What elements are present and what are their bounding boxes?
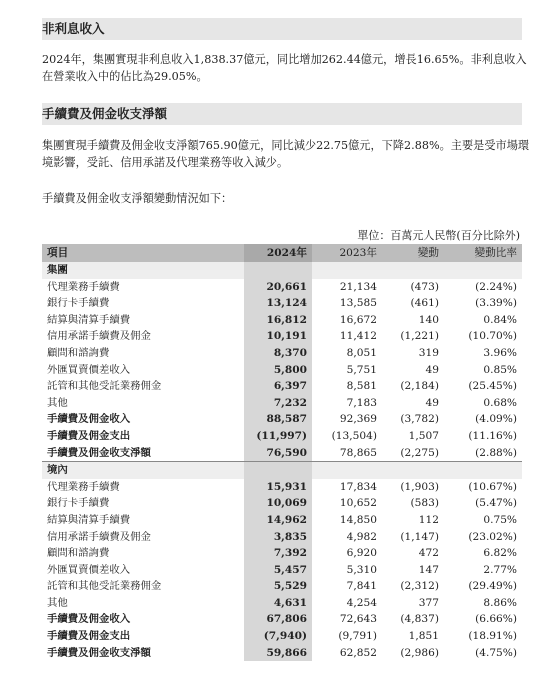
cell-label: 結算與清算手續費 [47,513,131,526]
cell-v2023: 16,672 [339,313,377,326]
cell-label: 外匯買賣價差收入 [47,363,131,376]
cell-v2023: 5,310 [346,563,377,576]
cell-change: 49 [425,396,439,409]
cell-v2023: 14,850 [339,513,377,526]
cell-label: 手續費及佣金支出 [47,429,131,442]
cell-v2024: 7,392 [244,545,312,562]
unit-note: 單位：百萬元人民幣(百分比除外) [357,229,520,242]
cell-label: 結算與清算手續費 [47,313,131,326]
cell-label: 代理業務手續費 [47,280,120,293]
cell-v2023: 8,581 [346,380,377,393]
table-row [42,529,522,546]
table-row [42,295,522,312]
cell-change: 319 [418,346,439,359]
cell-ratio: (11.16%) [468,429,517,442]
cell-label: 手續費及佣金收支淨額 [47,446,151,459]
cell-label: 顧問和諮詢費 [47,547,110,560]
fee-paragraph: 集團實現手續費及佣金收支淨額765.90億元，同比減少22.75億元，下降2.88%。主要是受市場環境影響，受託、信用承諾及代理業務等收入減少。 [42,139,530,169]
cell-v2023: 78,865 [339,446,377,459]
cell-v2024: 5,800 [244,362,312,379]
cell-v2024: (11,997) [244,428,312,445]
group-empty-cell [444,262,522,279]
group-empty-cell [382,262,444,279]
cell-v2024: 3,835 [244,529,312,546]
cell-ratio: 8.86% [483,596,517,609]
table-row [42,645,522,662]
cell-ratio: (29.49%) [468,580,517,593]
cell-label: 手續費及佣金支出 [47,630,131,643]
group-label: 境內 [42,462,244,479]
cell-ratio: (4.75%) [475,646,517,659]
cell-v2024: 88,587 [244,411,312,428]
header-2023: 2023年 [312,244,382,262]
cell-v2023: 17,834 [339,480,377,493]
cell-v2023: 7,183 [346,396,377,409]
cell-change: (1,147) [400,530,439,543]
cell-change: 49 [425,363,439,376]
cell-v2024: 59,866 [244,645,312,662]
cell-v2023: 5,751 [346,363,377,376]
cell-label: 手續費及佣金收支淨額 [47,646,151,659]
cell-v2024: 67,806 [244,611,312,628]
cell-change: (2,986) [400,646,439,659]
cell-label: 銀行卡手續費 [47,497,110,510]
fee-intro: 手續費及佣金收支淨額變動情況如下： [42,192,233,205]
cell-label: 顧問和諮詢費 [47,346,110,359]
cell-ratio: (10.67%) [468,480,517,493]
noninterest-paragraph: 2024年，集團實現非利息收入1,838.37億元，同比增加262.44億元，增長16.65%。非利息收入在營業收入中的佔比為29.05%。 [42,53,527,83]
cell-change: 112 [418,513,439,526]
fee-commission-table [42,244,522,661]
cell-v2024: 5,457 [244,562,312,579]
cell-label: 手續費及佣金收入 [47,613,131,626]
table-row [42,312,522,329]
table-row [42,279,522,296]
cell-change: 472 [418,547,439,560]
cell-change: 1,851 [408,630,439,643]
table-row [42,545,522,562]
table-header-row [42,244,522,262]
cell-ratio: (3.39%) [475,297,517,310]
table-row [42,378,522,395]
table-row [42,512,522,529]
group-empty-cell [444,462,522,479]
cell-v2023: 11,412 [339,330,377,343]
cell-v2023: 4,982 [346,530,377,543]
group-empty-cell [312,262,382,279]
cell-v2024: 15,931 [244,479,312,496]
cell-v2024: 10,191 [244,328,312,345]
cell-change: (1,903) [400,480,439,493]
cell-v2023: 92,369 [339,413,377,426]
cell-ratio: 0.85% [483,363,517,376]
cell-label: 託管和其他受託業務佣金 [47,580,162,593]
cell-ratio: 0.84% [483,313,517,326]
cell-change: 377 [418,596,439,609]
table-row [42,495,522,512]
cell-ratio: (18.91%) [468,630,517,643]
table-row [42,479,522,496]
table-row [42,578,522,595]
cell-change: (1,221) [400,330,439,343]
table-row [42,395,522,412]
cell-change: 140 [418,313,439,326]
cell-v2023: 6,920 [346,547,377,560]
table-row [42,411,522,428]
table-row [42,562,522,579]
cell-change: 147 [418,563,439,576]
cell-label: 外匯買賣價差收入 [47,563,131,576]
table-row [42,428,522,445]
cell-v2024: 13,124 [244,295,312,312]
table-row [42,611,522,628]
cell-v2024: 8,370 [244,345,312,362]
table-row [42,328,522,345]
cell-v2024: 5,529 [244,578,312,595]
table-row [42,445,522,462]
table-row [42,345,522,362]
cell-v2024: 76,590 [244,445,312,462]
cell-label: 代理業務手續費 [47,480,120,493]
cell-change: (473) [410,280,439,293]
table-row [42,362,522,379]
cell-v2024: 10,069 [244,495,312,512]
cell-label: 銀行卡手續費 [47,297,110,310]
cell-ratio: (6.66%) [475,613,517,626]
group-empty-cell [382,462,444,479]
header-2024: 2024年 [244,244,312,262]
cell-v2023: 8,051 [346,346,377,359]
cell-ratio: (4.09%) [475,413,517,426]
cell-v2024: 6,397 [244,378,312,395]
cell-ratio: (25.45%) [468,380,517,393]
cell-v2023: 4,254 [346,596,377,609]
cell-label: 託管和其他受託業務佣金 [47,380,162,393]
table-row [42,628,522,645]
cell-v2023: (13,504) [331,429,377,442]
cell-v2024: 16,812 [244,312,312,329]
cell-label: 其他 [47,596,68,609]
cell-change: (583) [410,497,439,510]
cell-v2024: 7,232 [244,395,312,412]
cell-ratio: (23.02%) [468,530,517,543]
cell-ratio: (5.47%) [475,497,517,510]
table-body [42,262,522,661]
group-label: 集團 [42,262,244,279]
cell-label: 其他 [47,396,68,409]
section-title-fee: 手續費及佣金收支淨額 [42,103,522,125]
cell-label: 信用承諾手續費及佣金 [47,530,151,543]
cell-v2023: 7,841 [346,580,377,593]
header-ratio: 變動比率 [444,244,522,262]
table-group-row [42,262,522,279]
group-empty-cell [244,462,312,479]
cell-change: (461) [410,297,439,310]
cell-ratio: (10.70%) [468,330,517,343]
cell-change: (3,782) [400,413,439,426]
cell-v2023: 13,585 [339,297,377,310]
cell-ratio: 6.82% [483,547,517,560]
cell-ratio: 0.68% [483,396,517,409]
cell-v2023: 10,652 [339,497,377,510]
cell-ratio: 3.96% [483,346,517,359]
cell-label: 信用承諾手續費及佣金 [47,330,151,343]
header-item: 項目 [42,244,244,262]
cell-change: (2,275) [400,446,439,459]
cell-ratio: (2.24%) [475,280,517,293]
cell-v2023: 21,134 [339,280,377,293]
cell-ratio: 2.77% [483,563,517,576]
cell-v2024: 14,962 [244,512,312,529]
table-row [42,595,522,612]
cell-v2024: 20,661 [244,279,312,296]
cell-v2024: 4,631 [244,595,312,612]
cell-change: (4,837) [400,613,439,626]
table-group-row [42,462,522,479]
group-empty-cell [244,262,312,279]
cell-change: (2,184) [400,380,439,393]
cell-change: 1,507 [408,429,439,442]
cell-label: 手續費及佣金收入 [47,413,131,426]
group-empty-cell [312,462,382,479]
cell-v2023: (9,791) [338,630,377,643]
cell-ratio: (2.88%) [475,446,517,459]
cell-v2023: 72,643 [339,613,377,626]
cell-change: (2,312) [400,580,439,593]
section-title-noninterest: 非利息收入 [42,18,522,40]
header-change: 變動 [382,244,444,262]
cell-v2024: (7,940) [244,628,312,645]
cell-ratio: 0.75% [483,513,517,526]
cell-v2023: 62,852 [339,646,377,659]
